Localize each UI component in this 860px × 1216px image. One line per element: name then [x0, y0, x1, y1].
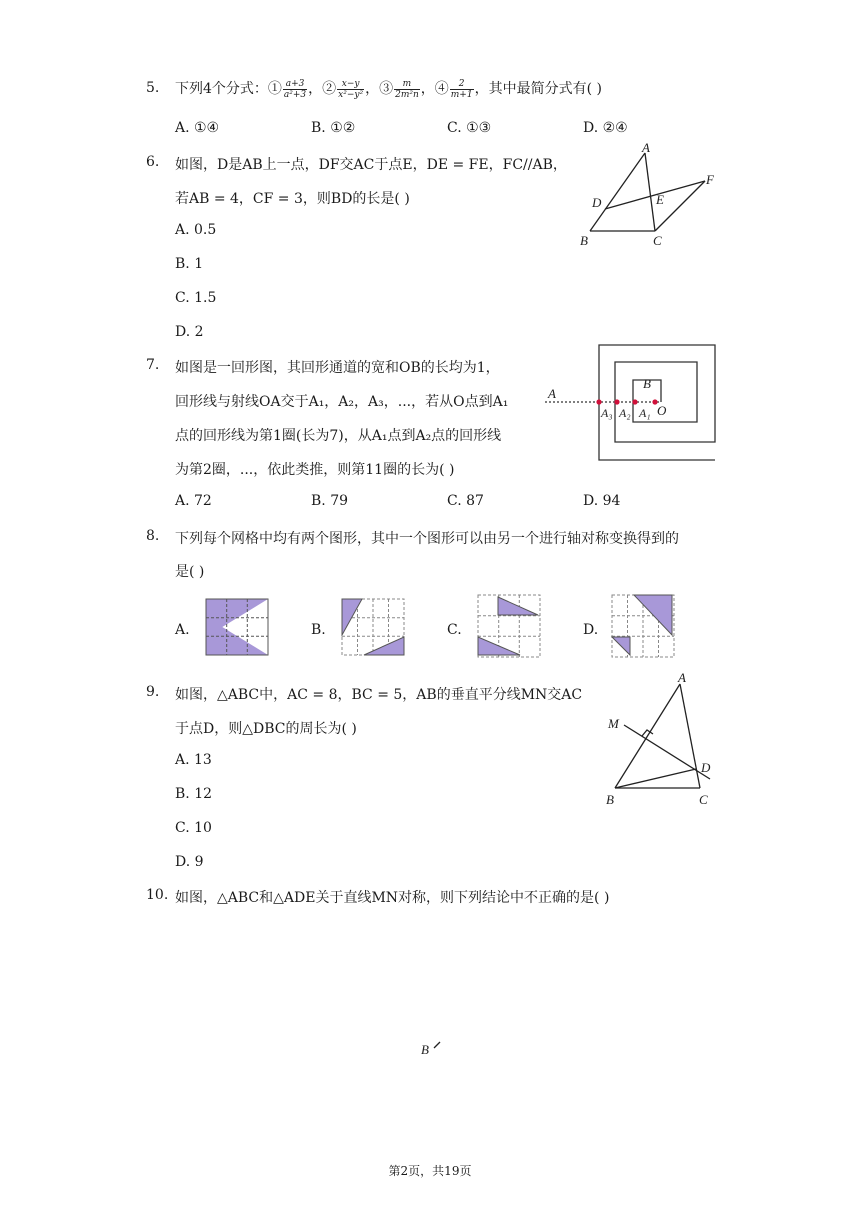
point-a1 — [632, 399, 637, 404]
q5-option-a[interactable]: A. ①④ — [175, 120, 220, 136]
q8-option-d[interactable]: D. — [583, 622, 599, 638]
label-o: O — [657, 403, 667, 418]
q8-option-b[interactable]: B. — [311, 622, 326, 638]
q9-figure — [600, 668, 720, 810]
q7-stem-line1: 如图是一回形图，其回形通道的宽和OB的长均为1， — [175, 360, 500, 376]
q5-stem: 下列4个分式：① $\frac{a+3}{\text{a²+3}}$ ，② $\frac{x-y}{\text{x²−y²}}$ ，③ $\frac{m}{\text{2m²n}}$ ，④ $\frac{2}{m+1}$ ，其中最简分式有( ) — [175, 78, 602, 100]
fraction-1: $\frac{a+3}{\text{a²+3}}$ — [283, 78, 307, 100]
q5-number: 5. — [146, 80, 160, 96]
q5-option-d[interactable]: D. ②④ — [583, 120, 628, 136]
segment-df — [605, 181, 705, 209]
point-a2 — [614, 399, 619, 404]
q8-stem-line1: 下列每个网格中均有两个图形，其中一个图形可以由另一个进行轴对称变换得到的 — [175, 531, 679, 547]
q6-option-c[interactable]: C. 1.5 — [175, 290, 217, 306]
q5-stem-prefix: 下列4个分式： — [175, 81, 268, 97]
label-a: A — [678, 670, 686, 685]
q6-option-a[interactable]: A. 0.5 — [175, 222, 217, 238]
q9-option-d[interactable]: D. 9 — [175, 854, 204, 870]
label-a: A — [642, 140, 650, 155]
segment-ab — [615, 684, 680, 788]
label-a2: A₂ — [619, 406, 631, 420]
q6-stem-line2: 若AB = 4，CF = 3，则BD的长是( ) — [175, 191, 410, 207]
q7-number: 7. — [146, 357, 160, 373]
q5-stem-suffix: 其中最简分式有( ) — [488, 81, 602, 97]
label-b: B — [580, 233, 588, 248]
q8-grid-a — [204, 597, 270, 659]
fraction-3-mark: ③ — [379, 81, 394, 97]
q9-number: 9. — [146, 684, 160, 700]
q9-option-a[interactable]: A. 13 — [175, 752, 212, 768]
label-a: A — [548, 386, 556, 401]
q9-stem-line2: 于点D，则△DBC的周长为( ) — [175, 721, 357, 737]
q7-stem-line4: 为第2圈，...，依此类推，则第11圈的长为( ) — [175, 462, 455, 478]
label-m: M — [608, 716, 619, 731]
q7-option-d[interactable]: D. 94 — [583, 493, 621, 509]
q7-option-a[interactable]: A. 72 — [175, 493, 212, 509]
segment-ab — [590, 153, 645, 231]
q9-option-c[interactable]: C. 10 — [175, 820, 212, 836]
q7-spiral-figure — [545, 340, 725, 465]
page-footer: 第2页，共19页 — [388, 1164, 472, 1178]
q6-option-d[interactable]: D. 2 — [175, 324, 204, 340]
label-d: D — [701, 760, 711, 775]
q8-option-a[interactable]: A. — [175, 622, 190, 638]
q6-figure — [575, 138, 725, 253]
fraction-2: $\frac{x-y}{\text{x²−y²}}$ — [338, 78, 364, 100]
segment-bd — [615, 769, 696, 788]
q5-option-b[interactable]: B. ①② — [311, 120, 356, 136]
label-e: E — [656, 192, 664, 207]
q7-option-c[interactable]: C. 87 — [447, 493, 484, 509]
fraction-1-mark: ① — [267, 81, 282, 97]
fraction-4-mark: ④ — [434, 81, 449, 97]
q8-grid-d — [610, 593, 676, 659]
q5-option-c[interactable]: C. ①③ — [447, 120, 492, 136]
label-f: F — [706, 172, 714, 187]
q6-number: 6. — [146, 154, 160, 170]
q6-option-b[interactable]: B. 1 — [175, 256, 204, 272]
q10-stem: 如图，△ABC和△ADE关于直线MN对称，则下列结论中不正确的是( ) — [175, 890, 610, 906]
q7-stem-line2: 回形线与射线OA交于A₁，A₂，A₃，...，若从O点到A₁ — [175, 394, 509, 410]
segment-ac — [645, 153, 655, 231]
q9-option-b[interactable]: B. 12 — [175, 786, 213, 802]
q8-option-c[interactable]: C. — [447, 622, 462, 638]
label-b: B — [606, 792, 614, 807]
q7-stem-line3: 点的回形线为第1圈(长为7)，从A₁点到A₂点的回形线 — [175, 428, 502, 444]
label-b: B — [643, 376, 651, 391]
label-a1: A₁ — [639, 406, 651, 420]
q9-stem-line1: 如图，△ABC中，AC = 8，BC = 5，AB的垂直平分线MN交AC — [175, 687, 583, 703]
fraction-2-mark: ② — [322, 81, 337, 97]
q8-grid-c — [476, 593, 542, 659]
label-b: B — [421, 1042, 429, 1057]
label-a3: A₃ — [601, 406, 613, 420]
label-c: C — [699, 792, 708, 807]
q7-option-b[interactable]: B. 79 — [311, 493, 349, 509]
point-a3 — [596, 399, 601, 404]
q6-stem-line1: 如图，D是AB上一点，DF交AC于点E，DE = FE，FC//AB， — [175, 157, 567, 173]
q10-number: 10. — [146, 887, 169, 903]
q8-stem-line2: 是( ) — [175, 564, 205, 580]
q8-grid-b — [340, 597, 406, 659]
q8-number: 8. — [146, 528, 160, 544]
fraction-3: $\frac{m}{\text{2m²n}}$ — [395, 78, 419, 100]
label-d: D — [592, 195, 602, 210]
label-c: C — [653, 233, 662, 248]
q10-figure-fragment — [418, 1038, 448, 1060]
fraction-4: $\frac{2}{m+1}$ — [450, 78, 473, 100]
